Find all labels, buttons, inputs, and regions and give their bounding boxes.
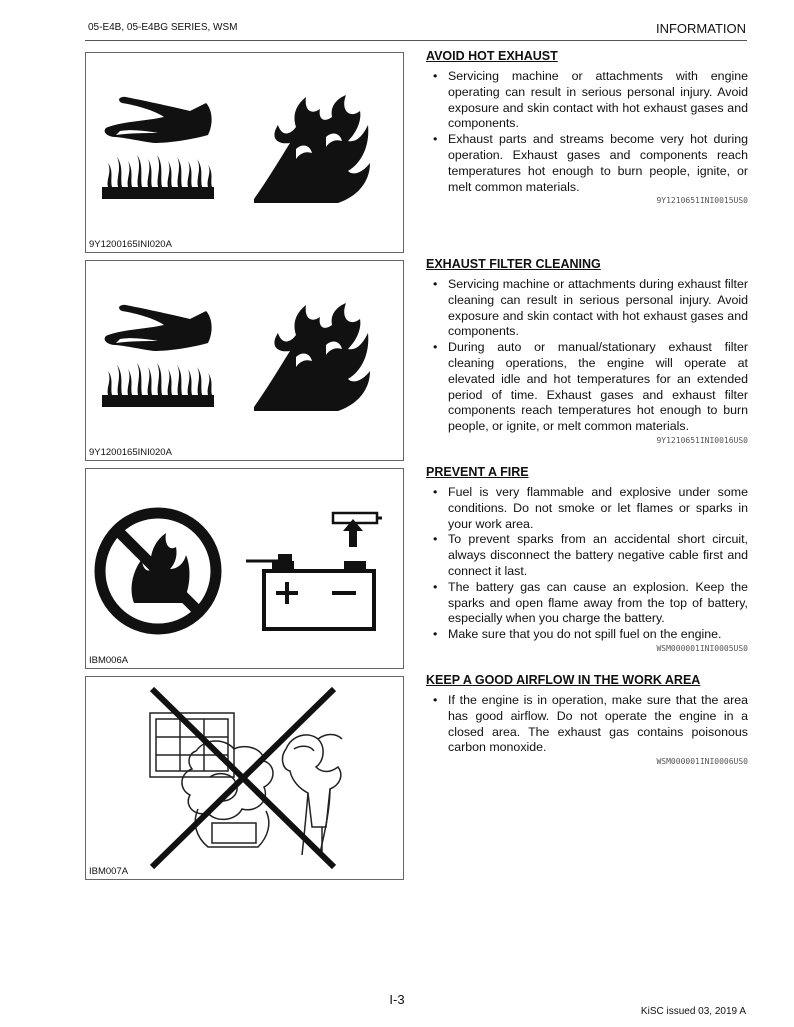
figure-label: IBM007A xyxy=(89,866,129,877)
bullet-item: • Exhaust parts and streams become very hot during operation. Exhaust gases and components reach temperatures hot enough to burn people, ignite, or melt common materials. xyxy=(426,132,748,195)
hot-exhaust-icon xyxy=(86,261,403,460)
bullet-item: • Servicing machine or attachments during exhaust filter cleaning can result in serious personal injury. Avoid exposure and skin contact with hot exhaust gases and components. xyxy=(426,277,748,340)
figure-label: IBM006A xyxy=(89,655,129,666)
section-title: KEEP A GOOD AIRFLOW IN THE WORK AREA xyxy=(426,673,701,687)
bullet-list xyxy=(426,277,748,435)
section-avoid-hot-exhaust xyxy=(426,49,748,205)
document-series: 05-E4B, 05-E4BG SERIES, WSM xyxy=(88,22,238,33)
closed-area-engine-icon xyxy=(86,677,403,879)
bullet-item: • Make sure that you do not spill fuel on the engine. xyxy=(426,627,748,643)
figure-exhaust-filter xyxy=(85,260,404,461)
section-exhaust-filter-cleaning xyxy=(426,257,748,445)
bullet-list xyxy=(426,69,748,195)
reference-code: WSM000001INI0005US0 xyxy=(656,643,748,653)
reference-code: 9Y1210651INI0016US0 xyxy=(656,435,748,445)
hot-exhaust-icon xyxy=(86,53,403,252)
issue-info: KiSC issued 03, 2019 A xyxy=(640,1006,746,1017)
bullet-item: • Fuel is very flammable and explosive under some conditions. Do not smoke or let flames or sparks in your work area. xyxy=(426,485,748,532)
figure-hot-exhaust xyxy=(85,52,404,253)
reference-code: 9Y1210651INI0015US0 xyxy=(656,196,748,206)
bullet-item: • If the engine is in operation, make sure that the area has good airflow. Do not operate the engine in a closed area. The exhaust gas contains poisonous carbon monoxide. xyxy=(426,693,748,756)
section-title: PREVENT A FIRE xyxy=(426,465,529,479)
page-number: I-3 xyxy=(389,992,405,1007)
reference-code: WSM000001INI0006US0 xyxy=(656,757,748,767)
bullet-list xyxy=(426,693,748,756)
bullet-item: • During auto or manual/stationary exhaust filter cleaning operations, the engine will operate at elevated idle and hot temperatures for an extended period of time. Exhaust gases and exhaust filter components reach temperatures hot enough to burn people, or ignite, or melt common materials. xyxy=(426,340,748,435)
header-rule xyxy=(85,40,747,41)
section-title: EXHAUST FILTER CLEANING xyxy=(426,257,601,271)
bullet-list xyxy=(426,485,748,643)
no-flame-battery-icon xyxy=(86,469,403,668)
bullet-item: • Servicing machine or attachments with engine operating can result in serious personal injury. Avoid exposure and skin contact with hot exhaust gases and components. xyxy=(426,69,748,132)
section-name: INFORMATION xyxy=(655,21,746,36)
bullet-item: • To prevent sparks from an accidental short circuit, always disconnect the battery negative cable first and connect it last. xyxy=(426,532,748,579)
figure-label: 9Y1200165INI020A xyxy=(89,447,172,458)
figure-label: 9Y1200165INI020A xyxy=(89,239,172,250)
section-title: AVOID HOT EXHAUST xyxy=(426,49,558,63)
figure-prevent-fire xyxy=(85,468,404,669)
bullet-item: • The battery gas can cause an explosion. Keep the sparks and open flame away from the top of battery, especially when you charge the battery. xyxy=(426,580,748,627)
figure-airflow xyxy=(85,676,404,880)
section-keep-good-airflow xyxy=(426,673,748,766)
section-prevent-a-fire xyxy=(426,465,748,653)
